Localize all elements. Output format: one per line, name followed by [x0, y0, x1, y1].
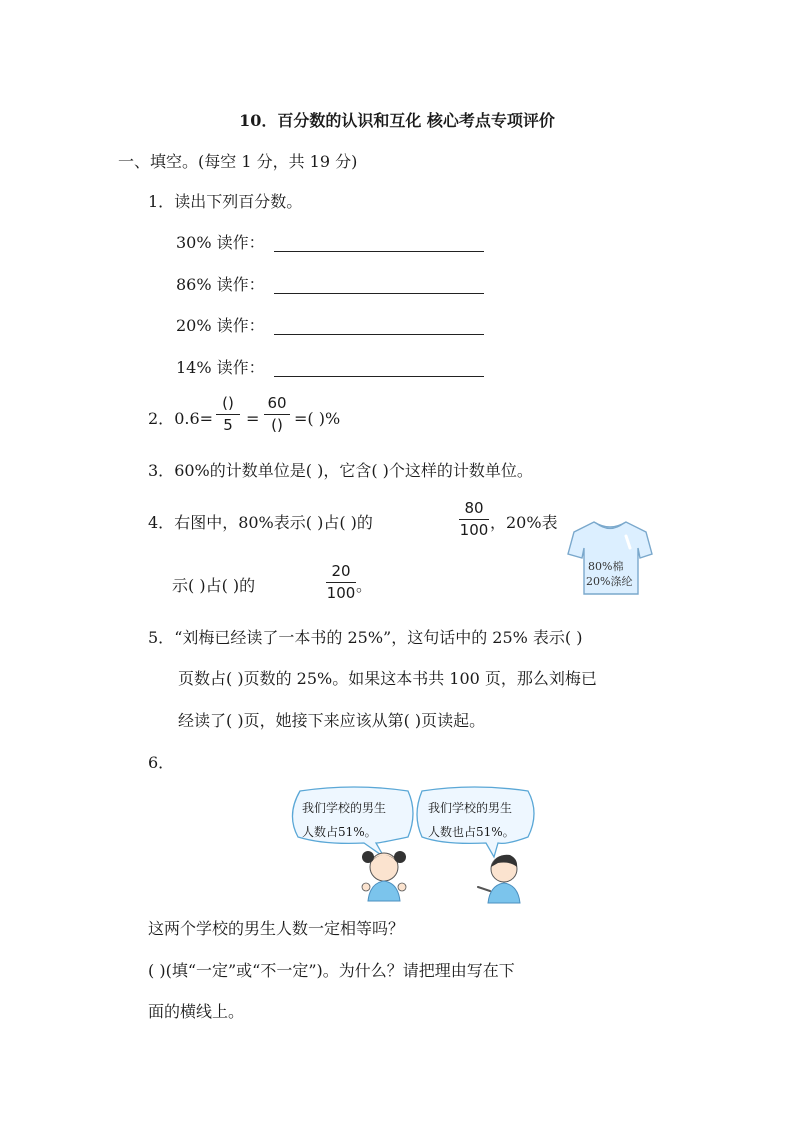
q4-fraction-2: [326, 563, 356, 602]
q1-text: 读出下列百分数。: [174, 192, 303, 211]
q2-fraction-2-denominator[interactable]: (): [271, 416, 283, 434]
q1-item-1: [176, 233, 265, 253]
q1-item-3: [176, 316, 265, 336]
q2-fraction-1-numerator[interactable]: (): [222, 394, 234, 412]
q1-item-4-label: 读作：: [216, 358, 265, 377]
page-title: 10．百分数的认识和互化 核心考点专项评价: [239, 111, 555, 130]
section-heading: 一、填空。(每空 1 分，共 19 分): [118, 152, 358, 171]
fraction-bar: [264, 414, 290, 415]
q2-fraction-1-denominator: 5: [223, 416, 233, 434]
q5-line-1: [148, 628, 583, 648]
q1-item-2-label: 读作：: [216, 275, 265, 294]
q4-line-2[interactable]: 示( )占( )的: [172, 576, 256, 595]
right-bubble-line-1: 我们学校的男生: [428, 801, 513, 815]
q2-equals: =: [246, 409, 260, 428]
q1-item-4-value: 14%: [176, 358, 212, 377]
left-bubble-line-1: 我们学校的男生: [302, 801, 387, 815]
q1-item-1-label: 读作：: [216, 233, 265, 252]
q4-number: 4．: [148, 513, 175, 532]
answer-line-1[interactable]: [274, 251, 484, 252]
answer-line-4[interactable]: [274, 376, 484, 377]
q4-fraction-2-numerator: 20: [331, 562, 351, 580]
q2-lead-text: 0.6=: [174, 409, 214, 428]
fraction-bar: [459, 519, 489, 520]
q5-number: 5．: [148, 628, 175, 647]
tshirt-label-polyester: 20%涤纶: [586, 575, 633, 588]
q6-line-3: 面的横线上。: [148, 1002, 245, 1021]
q3-text[interactable]: 60%的计数单位是( )，它含( )个这样的计数单位。: [174, 461, 533, 480]
q1-item-4: [176, 358, 265, 378]
q1-item-3-value: 20%: [176, 316, 212, 335]
right-bubble-line-2: 人数也占51%。: [428, 825, 515, 839]
q2-tail[interactable]: =( )%: [294, 409, 341, 428]
q2-number: 2．: [148, 409, 175, 428]
q6-line-2[interactable]: ( )(填“一定”或“不一定”)。为什么？请把理由写在下: [148, 961, 515, 980]
q1-item-2-value: 86%: [176, 275, 212, 294]
left-speech-bubble: [292, 787, 413, 857]
q4-line-1-text[interactable]: 右图中，80%表示( )占( )的: [174, 513, 373, 532]
q4-line-1-tail: ，20%表: [490, 513, 558, 532]
q6-question: 这两个学校的男生人数一定相等吗？: [148, 919, 405, 938]
q1-number: 1．: [148, 192, 175, 211]
q2-fraction-2-numerator: 60: [267, 394, 287, 412]
q1-item-2: [176, 275, 265, 295]
fraction-bar: [216, 414, 240, 415]
q4-fraction-1-denominator: 100: [459, 521, 489, 539]
q5-line-2[interactable]: 页数占( )页数的 25%。如果这本书共 100 页，那么刘梅已: [178, 669, 597, 688]
fraction-bar: [326, 582, 356, 583]
q3-prompt: [148, 461, 533, 481]
boy-figure: [478, 855, 520, 903]
q6-number: 6．: [148, 753, 175, 772]
q4-fraction-1-numerator: 80: [464, 499, 484, 517]
answer-line-2[interactable]: [274, 293, 484, 294]
q1-item-1-value: 30%: [176, 233, 212, 252]
q1-item-3-label: 读作：: [216, 316, 265, 335]
q4-line-2-tail: 。: [356, 576, 373, 595]
answer-line-3[interactable]: [274, 334, 484, 335]
q2-fraction-2: [264, 395, 290, 434]
q4-line-1: [148, 513, 373, 533]
q3-number: 3．: [148, 461, 175, 480]
left-bubble-line-2: 人数占51%。: [302, 825, 377, 839]
q5-line-3[interactable]: 经读了( )页，她接下来应该从第( )页读起。: [178, 711, 486, 730]
q5-line-1-text[interactable]: “刘梅已经读了一本书的 25%”，这句话中的 25% 表示( ): [174, 628, 583, 647]
q2-lead: [148, 409, 213, 429]
q4-fraction-2-denominator: 100: [326, 584, 356, 602]
girl-figure: [362, 851, 406, 901]
right-speech-bubble: [417, 787, 534, 857]
q2-fraction-1: [216, 395, 240, 434]
q4-fraction-1: [459, 500, 489, 539]
tshirt-label-cotton: 80%棉: [588, 560, 624, 573]
q1-prompt: [148, 192, 302, 212]
